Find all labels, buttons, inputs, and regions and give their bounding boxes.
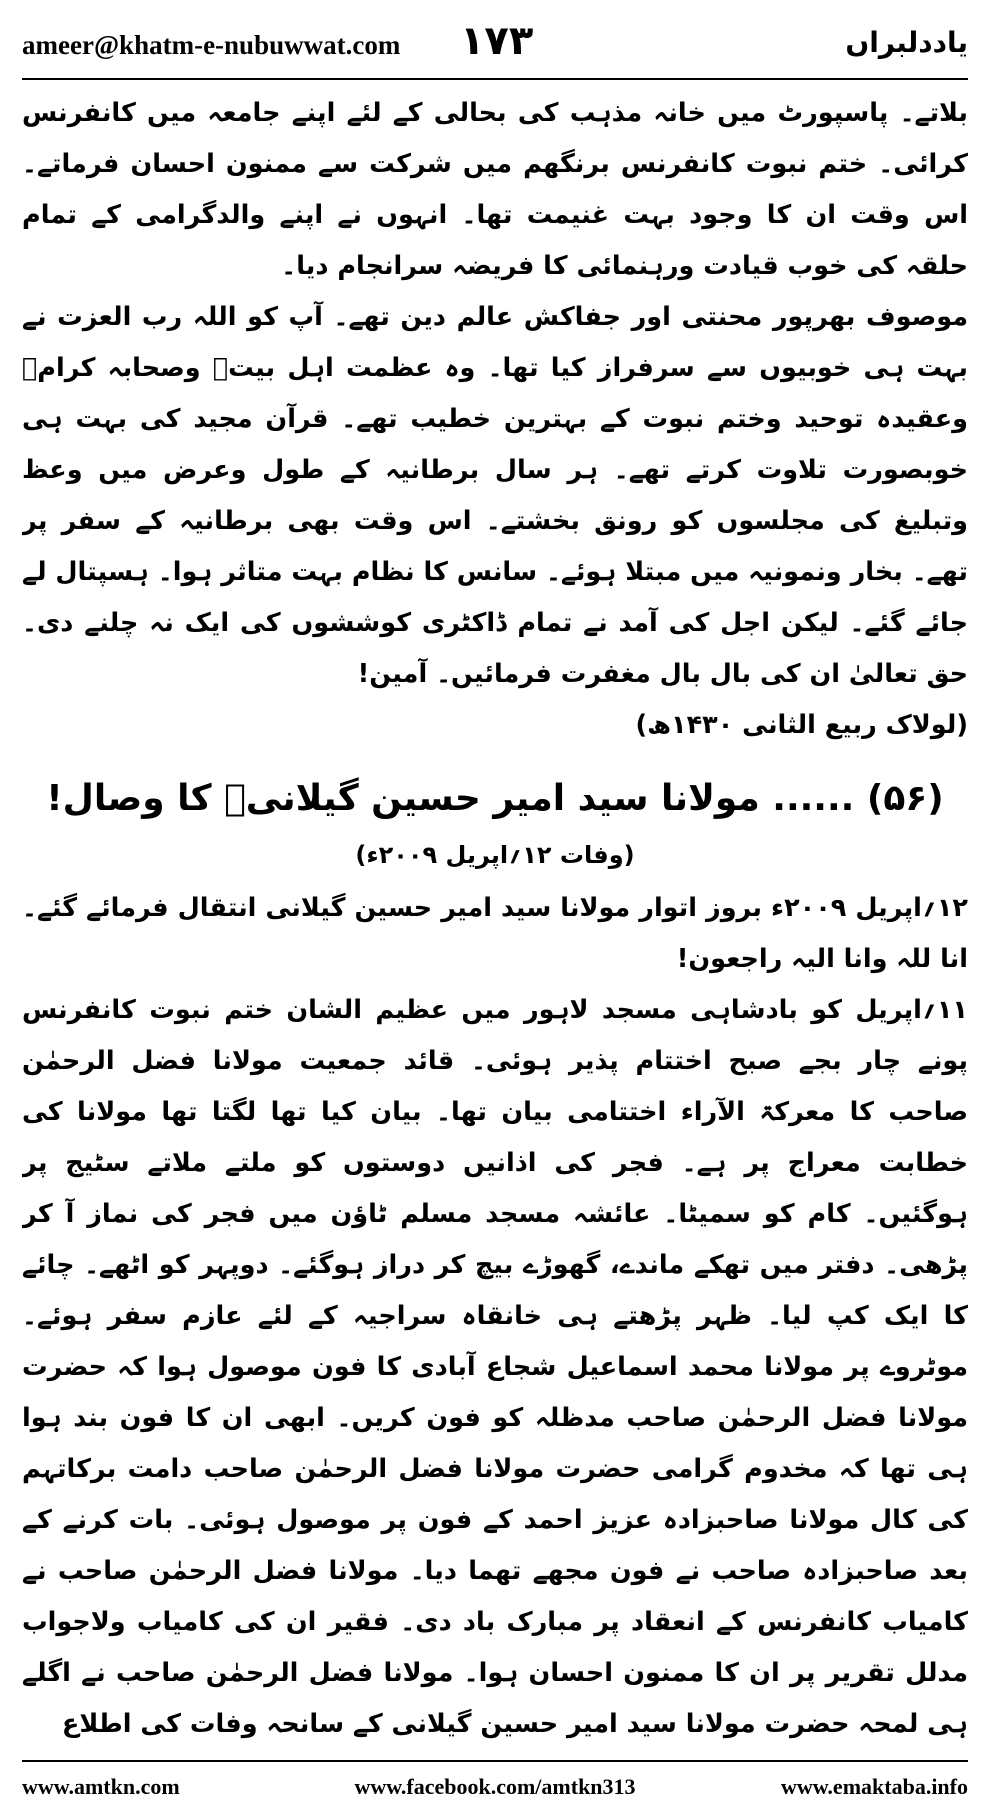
source-citation: (لولاک ربیع الثانی ۱۴۳۰ھ) xyxy=(635,710,968,740)
page-number: ۱۷۳ xyxy=(460,18,534,64)
header-divider xyxy=(22,78,968,80)
footer-link-emaktaba[interactable]: www.emaktaba.info xyxy=(780,1774,968,1799)
header-email: ameer@khatm-e-nubuwwat.com xyxy=(22,30,401,60)
footer-link-amtkn[interactable]: www.amtkn.com xyxy=(22,1774,180,1799)
page-body xyxy=(22,88,968,1753)
footer-link-facebook[interactable]: www.facebook.com/amtkn313 xyxy=(354,1774,636,1799)
paragraph: بلاتے۔ پاسپورٹ میں خانہ مذہب کی بحالی کے لئے اپنے جامعہ میں کانفرنس کرائی۔ ختم نبوت کانفرنس برنگھم میں شرکت سے ممنون احسان فرماتے۔ اس وقت ان کا وجود بہت غنیمت تھا۔ انہوں نے اپنے والدگرامی کے تمام حلقہ کی خوب قیادت ورہنمائی کا فریضہ سرانجام دیا۔ xyxy=(22,98,968,281)
book-title: یاددلبراں xyxy=(845,26,968,59)
paragraph: ۱۱؍اپریل کو بادشاہی مسجد لاہور میں عظیم الشان ختم نبوت کانفرنس پونے چار بجے صبح اختتام پذیر ہوئی۔ قائد جمعیت مولانا فضل الرحمٰن صاحب کا معرکۃ الآراء اختتامی بیان تھا۔ بیان کیا تھا لگتا تھا مولانا کی خطابت معراج پر ہے۔ فجر کی اذانیں دوستوں کو ملتے ملاتے سٹیج پر ہوگئیں۔ کام کو سمیٹا۔ عائشہ مسجد مسلم ٹاؤن میں فجر کی نماز آ کر پڑھی۔ دفتر میں تھکے ماندے، گھوڑے بیچ کر دراز ہوگئے۔ دوپہر کو اٹھے۔ چائے کا ایک کپ لیا۔ ظہر پڑھتے ہی خانقاہ سراجیہ کے لئے عازم سفر ہوئے۔ موٹروے پر مولانا محمد اسماعیل شجاع آبادی کا فون موصول ہوا کہ حضرت مولانا فضل الرحمٰن صاحب مدظلہ کو فون کریں۔ ابھی ان کا فون بند ہوا ہی تھا کہ مخدوم گرامی حضرت مولانا فضل الرحمٰن صاحب دامت برکاتہم کی کال مولانا صاحبزادہ عزیز احمد کے فون پر موصول ہوئی۔ بات کرنے کے بعد صاحبزادہ صاحب نے فون مجھے تھما دیا۔ مولانا فضل الرحمٰن صاحب نے کامیاب کانفرنس کے انعقاد پر مبارک باد دی۔ فقیر ان کی کامیاب ولاجواب مدلل تقریر پر ان کا ممنون احسان ہوا۔ مولانا فضل الرحمٰن صاحب نے اگلے ہی لمحہ حضرت مولانا سید امیر حسین گیلانی کے سانحہ وفات کی اطلاع xyxy=(22,995,968,1739)
page-footer xyxy=(22,1772,968,1806)
paragraph: موصوف بھرپور محنتی اور جفاکش عالم دین تھے۔ آپ کو اللہ رب العزت نے بہت ہی خوبیوں سے سرفراز کیا تھا۔ وہ عظمت اہل بیتؓ وصحابہ کرامؓ وعقیدہ توحید وختم نبوت کے بہترین خطیب تھے۔ قرآن مجید کی بہت ہی خوبصورت تلاوت کرتے تھے۔ ہر سال برطانیہ کے طول وعرض میں وعظ وتبلیغ کی مجلسوں کو رونق بخشتے۔ اس وقت بھی برطانیہ کے سفر پر تھے۔ بخار ونمونیہ میں مبتلا ہوئے۔ سانس کا نظام بہت متاثر ہوا۔ ہسپتال لے جائے گئے۔ لیکن اجل کی آمد نے تمام ڈاکٹری کوششوں کی ایک نہ چلنے دی۔ حق تعالیٰ ان کی بال بال مغفرت فرمائیں۔ آمین! xyxy=(22,302,968,689)
section-subheading: (وفات ۱۲؍اپریل ۲۰۰۹ء) xyxy=(355,841,635,869)
page-header xyxy=(22,18,968,76)
paragraph: ۱۲؍اپریل ۲۰۰۹ء بروز اتوار مولانا سید امیر حسین گیلانی انتقال فرمائے گئے۔ انا للہ وانا الیہ راجعون! xyxy=(22,893,968,974)
footer-divider xyxy=(22,1760,968,1762)
section-heading: (۵۶) ...... مولانا سید امیر حسین گیلانیؒ کا وصال! xyxy=(46,778,944,819)
